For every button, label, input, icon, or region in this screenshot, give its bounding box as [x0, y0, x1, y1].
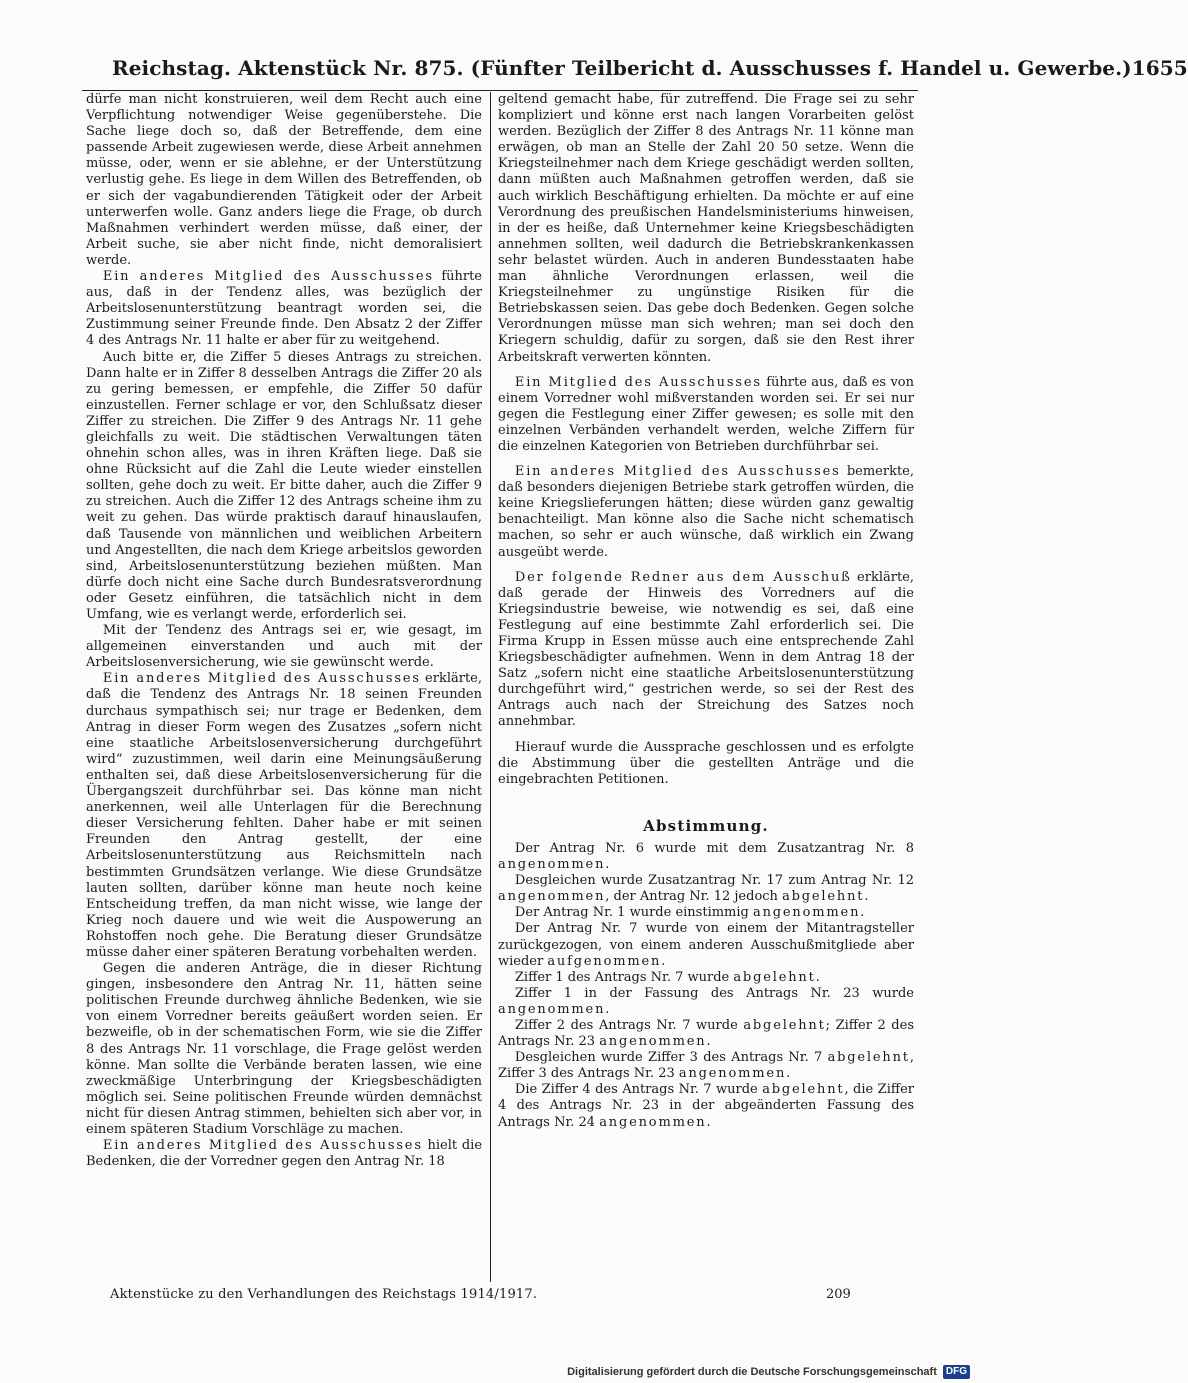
page-header	[112, 56, 1188, 88]
footer-source: Aktenstücke zu den Verhandlungen des Reichstags 1914/1917.	[110, 1287, 538, 1302]
digitization-credit	[567, 1365, 970, 1379]
page-number: 1655	[1131, 56, 1188, 80]
running-title: Reichstag. Aktenstück Nr. 875. (Fünfter Teilbericht d. Ausschusses f. Handel u. Gewerbe.)	[112, 56, 1132, 80]
vote-item: Der Antrag Nr. 1 wurde einstimmig angenommen.	[514, 905, 865, 921]
vote-item: Ziffer 1 des Antrags Nr. 7 wurde abgelehnt.	[514, 969, 820, 985]
paragraph: Hierauf wurde die Aussprache geschlossen und es erfolgte die Abstimmung über die gestellten Anträge und die eingebrachten Petitionen.	[498, 739, 914, 787]
column-divider	[490, 92, 491, 1282]
footer-sheet-number: 209	[826, 1287, 851, 1302]
paragraph: Mit der Tendenz des Antrags sei er, wie gesagt, im allgemeinen einverstanden und auch mit der Arbeitslosenversicherung, wie sie gewünscht werde.	[86, 623, 482, 671]
paragraph: Ein anderes Mitglied des Ausschusses führte aus, daß in der Tendenz alles, was bezüglich der Arbeitslosenunterstützung beantragt worden sei, die Zustimmung seiner Freunde finde. Den Absatz 2 der Ziffer 4 des Antrags Nr. 11 halte er aber für zu weitgehend.	[86, 269, 483, 349]
paragraph: Ein anderes Mitglied des Ausschusses hielt die Bedenken, die der Vorredner gegen den Antrag Nr. 18	[86, 1138, 483, 1170]
left-column	[86, 92, 482, 1170]
vote-item: Desgleichen wurde Zusatzantrag Nr. 17 zum Antrag Nr. 12 angenommen, der Antrag Nr. 12 jedoch abgelehnt.	[498, 873, 914, 905]
paragraph: Der folgende Redner aus dem Ausschuß erklärte, daß gerade der Hinweis des Vorredners auf die Kriegsindustrie beweise, wie notwendig es sei, daß eine Festlegung auf eine bestimmte Zahl erforderlich sei. Die Firma Krupp in Essen müsse auch eine entsprechende Zahl Kriegsbeschädigter aufnehmen. Wenn in dem Antrag 18 der Satz „sofern nicht eine staatliche Arbeitslosenunterstützung durchgeführt wird,“ gestrichen werde, so sei der Rest des Antrags auch nach der Streichung des Satzes noch annehmbar.	[498, 569, 915, 730]
dfg-logo-icon: DFG	[943, 1365, 970, 1379]
paragraph: Ein anderes Mitglied des Ausschusses erklärte, daß die Tendenz des Antrags Nr. 18 seinen Freunden durchaus sympathisch sei; nur trage er Bedenken, dem Antrag in dieser Form wegen des Zusatzes „sofern nicht eine staatliche Arbeitslosenversicherung durchgeführt wird“ zuzustimmen, weil darin eine Meinungsäußerung enthalten sei, daß diese Arbeitslosenversicherung für die Übergangszeit durchführbar sei. Das könne man nicht anerkennen, weil alle Unterlagen für die Berechnung dieser Versicherung fehlten. Daher habe er mit seinen Freunden den Antrag gestellt, der eine Arbeitslosenunterstützung aus Reichsmitteln nach bestimmten Grundsätzen verlange. Wie diese Grundsätze lauten sollten, darüber könne man heute noch keine Entscheidung treffen, da man nicht wisse, wie lange der Krieg noch dauere und wie weit die Auspowerung an Rohstoffen noch gehe. Die Beratung dieser Grundsätze müsse daher einer späteren Beratung vorbehalten werden.	[86, 671, 483, 960]
vote-item: Die Ziffer 4 des Antrags Nr. 7 wurde abgelehnt, die Ziffer 4 des Antrags Nr. 23 in der abgeänderten Fassung des Antrags Nr. 24 angenommen.	[498, 1082, 914, 1130]
vote-item: Der Antrag Nr. 7 wurde von einem der Mitantragsteller zurückgezogen, von einem anderen Ausschußmitgliede aber wieder aufgenommen.	[498, 921, 914, 969]
paragraph: Ein Mitglied des Ausschusses führte aus, daß es von einem Vorredner wohl mißverstanden worden sei. Er sei nur gegen die Festlegung einer Ziffer gewesen; es solle mit den einzelnen Verbänden verhandelt werden, welche Ziffern für die einzelnen Kategorien von Betrieben durchführbar sei.	[498, 374, 914, 454]
paragraph: Gegen die anderen Anträge, die in dieser Richtung gingen, insbesondere den Antrag Nr. 11, hätten seine politischen Freunde durchweg ähnliche Bedenken, wie sie von einem Vorredner bereits geäußert worden seien. Er bezweifle, ob in der schematischen Form, wie sie die Ziffer 8 des Antrags Nr. 11 vorschlage, die Frage gelöst werden könne. Man sollte die Verbände beraten lassen, wie eine zweckmäßige Unterbringung der Kriegsbeschädigten möglich sei. Seine politischen Freunde würden demnächst nicht für diesen Antrag stimmen, behielten sich aber vor, in einem späteren Stadium Vorschläge zu machen.	[86, 961, 482, 1137]
paragraph: Ein anderes Mitglied des Ausschusses bemerkte, daß besonders diejenigen Betriebe stark getroffen würden, die keine Kriegslieferungen hätten; diese würden ganz gewaltig benachteiligt. Man könne also die Sache nicht schematisch machen, so sehr er auch wünsche, daß wirklich ein Zwang ausgeübt werde.	[498, 464, 915, 560]
paragraph: Auch bitte er, die Ziffer 5 dieses Antrags zu streichen. Dann halte er in Ziffer 8 desselben Antrags die Ziffer 20 als zu gering bemessen, er empfehle, die Ziffer 50 dafür einzustellen. Ferner schlage er vor, den Schlußsatz dieser Ziffer zu streichen. Die Ziffer 9 des Antrags Nr. 11 gehe gleichfalls zu weit. Die städtischen Verwaltungen täten ohnehin schon alles, was in ihren Kräften liege. Daß sie ohne Rücksicht auf die Zahl die Leute wieder einstellen sollten, gehe doch zu weit. Er bitte daher, auch die Ziffer 9 zu streichen. Auch die Ziffer 12 des Antrags scheine ihm zu weit zu gehen. Das würde praktisch darauf hinauslaufen, daß Tausende von männlichen und weiblichen Arbeitern und Angestellten, die nach dem Kriege arbeitslos geworden sind, Arbeitslosenunterstützung beziehen müßten. Man dürfe doch nicht eine Sache durch Bundesratsverordnung oder Gesetz einführen, die tatsächlich nicht in dem Umfang, wie es verlangt werde, erforderlich sei.	[86, 349, 482, 622]
vote-item: Ziffer 1 in der Fassung des Antrags Nr. 23 wurde angenommen.	[498, 985, 914, 1017]
paragraph: dürfe man nicht konstruieren, weil dem Recht auch eine Verpflichtung notwendiger Weise gegenüberstehe. Die Sache liege doch so, daß der Betreffende, dem eine passende Arbeit zugewiesen werde, diese Arbeit annehmen müsse, oder, wenn er sie ablehne, er der Unterstützung verlustig gehe. Es liege in dem Willen des Betreffenden, ob er sich der vagabundierenden Tätigkeit oder der Arbeit unterwerfen wolle. Ganz anders liege die Frage, ob durch Maßnahmen verhindert werden müsse, daß einer, der Arbeit suche, sie aber nicht finde, nicht demoralisiert werde.	[86, 92, 482, 268]
right-column	[498, 92, 914, 1131]
vote-item: Ziffer 2 des Antrags Nr. 7 wurde abgelehnt; Ziffer 2 des Antrags Nr. 23 angenommen.	[498, 1017, 914, 1050]
vote-item: Desgleichen wurde Ziffer 3 des Antrags Nr. 7 abgelehnt, Ziffer 3 des Antrags Nr. 23 angenommen.	[498, 1050, 914, 1082]
digitization-text: Digitalisierung gefördert durch die Deutsche Forschungsgemeinschaft	[567, 1366, 937, 1378]
header-rule	[82, 90, 918, 91]
section-heading: Abstimmung.	[643, 816, 769, 835]
vote-item: Der Antrag Nr. 6 wurde mit dem Zusatzantrag Nr. 8 angenommen.	[498, 840, 914, 873]
paragraph: geltend gemacht habe, für zutreffend. Die Frage sei zu sehr kompliziert und könne erst nach langen Vorarbeiten gelöst werden. Bezüglich der Ziffer 8 des Antrags Nr. 11 könne man erwägen, ob man an Stelle der Zahl 20 50 setze. Wenn die Kriegsteilnehmer nach dem Kriege geschädigt werden sollten, dann müßten auch Maßnahmen getroffen werden, daß sie auch wirklich Beschäftigung erhielten. Da möchte er auf eine Verordnung des preußischen Handelsministeriums hinweisen, in der es heiße, daß Unternehmer keine Kriegsbeschädigten annehmen sollten, weil dadurch die Betriebskrankenkassen sehr belastet würden. Auch in anderen Bundesstaaten habe man ähnliche Verordnungen erlassen, weil die Kriegsteilnehmer zu ungünstige Risiken für die Betriebskassen seien. Das gebe doch Bedenken. Gegen solche Verordnungen müsse man sich wehren; man sei doch den Kriegern schuldig, dafür zu sorgen, daß sie den Rest ihrer Arbeitskraft verwerten könnten.	[498, 92, 914, 365]
